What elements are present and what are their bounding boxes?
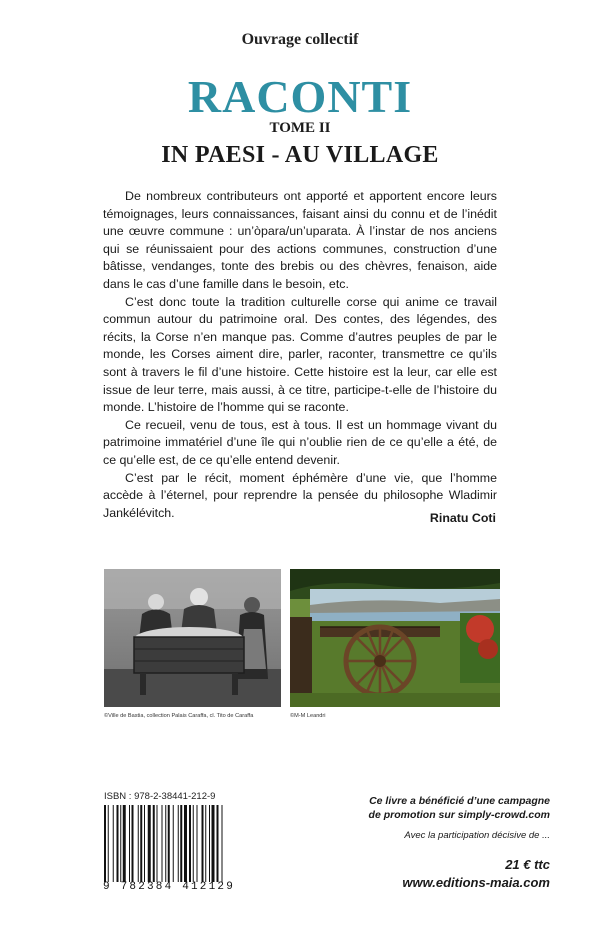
- blurb-paragraph: De nombreux contributeurs ont apporté et apportent encore leurs témoignages, leurs connaissances, faisant ainsi du connu et de l’inédit une œuvre commune : un’òpara/un’uparata. À l’instar de nos anciens qui se réunissaient pour des actions communes, construction d’une bâtisse, vendanges, tonte des brebis ou des chèvres, fenaison, aide dans le cas d’une famille dans le besoin, etc.: [103, 189, 497, 291]
- barcode-bar: [144, 805, 145, 882]
- barcode-bar: [202, 805, 204, 882]
- barcode-digits: 9 782384 412129: [103, 881, 236, 893]
- village-photo-bw: [104, 569, 281, 707]
- collective-label: Ouvrage collectif: [241, 31, 359, 48]
- barcode-bar: [132, 805, 134, 882]
- photo-credit-left: ©Ville de Bastia, collection Palais Caraffa, cl. Tito de Caraffa: [104, 713, 254, 719]
- barcode-bar: [162, 805, 163, 882]
- barcode-bar: [180, 805, 182, 882]
- barcode: [103, 805, 253, 882]
- barcode-bar: [178, 805, 179, 882]
- photo-credit-right: ©M-M Leandri: [290, 713, 326, 719]
- barcode-bar: [108, 805, 109, 882]
- blurb-paragraph: C’est donc toute la tradition culturelle corse qui anime ce travail commun autour du patrimoine oral. Des contes, des légendes, des récits, la Corse n’en manque pas. Comme d’autres peuples de par le monde, les Corses aiment dire, parler, raconter, transmettre ce qu’ils sont à travers le fil d’une histoire. Cette histoire est la leur, car elle est issue de leur terre, mais aussi, à ce titre, participe-t-elle de l’histoire du monde. L’histoire de l’homme qui se raconte.: [103, 294, 497, 415]
- barcode-bar: [123, 805, 126, 882]
- barcode-bar: [148, 805, 151, 882]
- barcode-bar: [157, 805, 158, 882]
- cart-bay-photo: [290, 569, 500, 707]
- barcode-bar: [173, 805, 174, 882]
- publisher-website: www.editions-maia.com: [402, 875, 550, 890]
- participation-line: Avec la participation décisive de ...: [404, 830, 550, 841]
- isbn-label: ISBN : 978-2-38441-212-9: [104, 791, 216, 802]
- tome-label: TOME II: [269, 120, 331, 136]
- barcode-bar: [117, 805, 119, 882]
- barcode-bar: [104, 805, 106, 882]
- barcode-bar: [212, 805, 215, 882]
- barcode-bar: [138, 805, 139, 882]
- blurb-paragraph: C’est par le récit, moment éphémère d’une vie, que l’homme accède à l’éternel, pour reprendre la pensée du philosophe Wladimir Jankélévitch.: [103, 470, 497, 520]
- barcode-bar: [205, 805, 206, 882]
- author-signature: Rinatu Coti: [429, 511, 496, 525]
- blurb-paragraph: Ce recueil, venu de tous, est à tous. Il est un hommage vivant du patrimoine immatériel d’une île qui n’oublie rien de ce qu’elle a été, de ce qu’elle est, de ce qu’elle entend devenir.: [103, 417, 497, 467]
- promo-line: Ce livre a bénéficié d’une campagne: [369, 795, 550, 807]
- barcode-bar: [193, 805, 194, 882]
- book-subtitle: IN PAESI - AU VILLAGE: [161, 142, 439, 168]
- barcode-bar: [168, 805, 170, 882]
- barcode-bar: [197, 805, 198, 882]
- barcode-bar: [184, 805, 187, 882]
- barcode-bar: [140, 805, 142, 882]
- barcode-bar: [222, 805, 223, 882]
- barcode-bar: [153, 805, 155, 882]
- barcode-bar: [189, 805, 191, 882]
- book-title: RACONTI: [187, 71, 413, 122]
- barcode-bar: [217, 805, 219, 882]
- promo-line: de promotion sur simply-crowd.com: [368, 809, 550, 821]
- barcode-bar: [209, 805, 210, 882]
- price-label: 21 € ttc: [505, 857, 550, 872]
- barcode-bar: [113, 805, 114, 882]
- barcode-bar: [129, 805, 130, 882]
- blurb-text: [103, 188, 497, 522]
- barcode-bar: [165, 805, 166, 882]
- barcode-bar: [120, 805, 121, 882]
